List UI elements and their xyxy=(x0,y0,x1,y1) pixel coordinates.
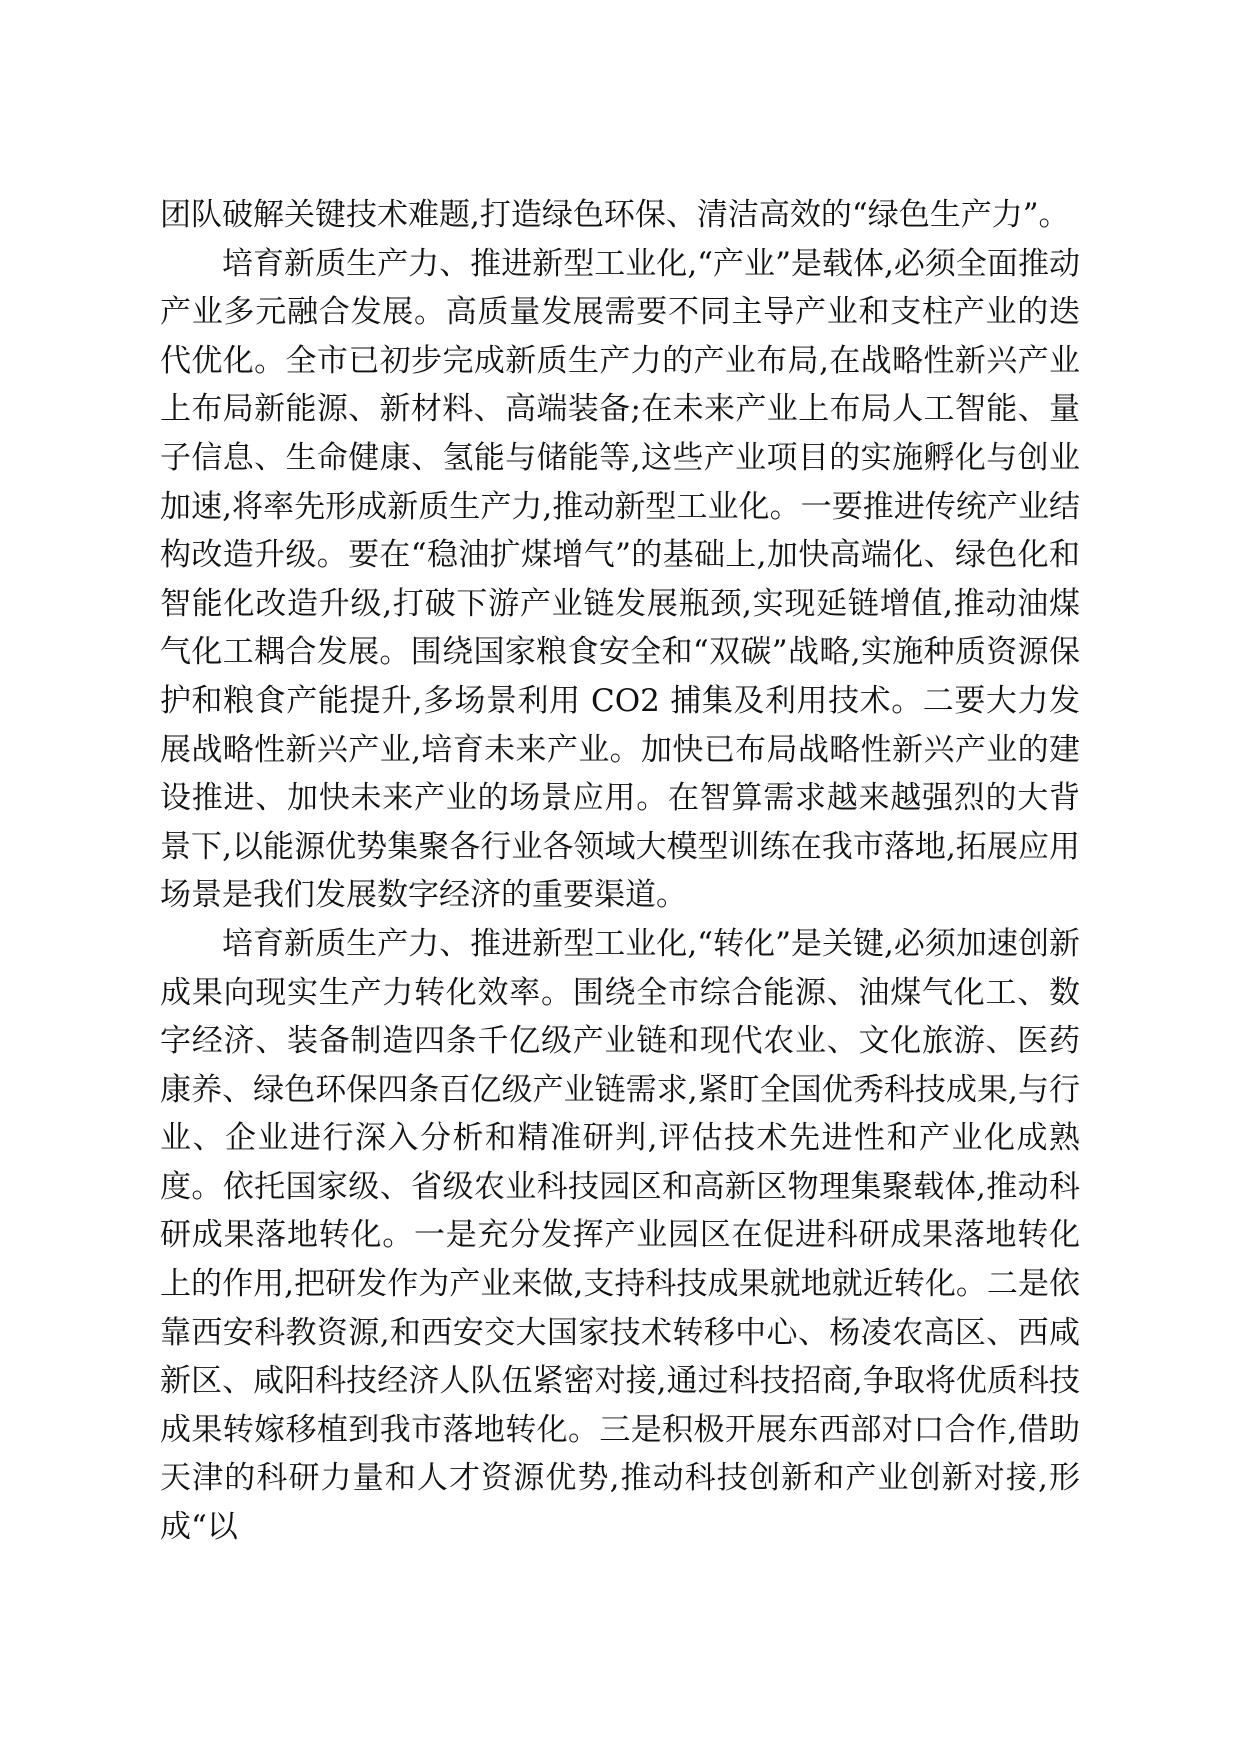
paragraph-continuation: 团队破解关键技术难题,打造绿色环保、清洁高效的“绿色生产力”。 xyxy=(160,197,1070,233)
document-page xyxy=(160,191,1080,1552)
paragraph-industry: 培育新质生产力、推进新型工业化,“产业”是载体,必须全面推动产业多元融合发展。高质量发展需要不同主导产业和支柱产业的迭代优化。全市已初步完成新质生产力的产业布局,在战略性新兴产业上布局新能源、新材料、高端装备;在未来产业上布局人工智能、量子信息、生命健康、氢能与储能等,这些产业项目的实施孵化与创业加速,将率先形成新质生产力,推动新型工业化。一要推进传统产业结构改造升级。要在“稳油扩煤增气”的基础上,加快高端化、绿色化和智能化改造升级,打破下游产业链发展瓶颈,实现延链增值,推动油煤气化工耦合发展。围绕国家粮食安全和“双碳”战略,实施种质资源保护和粮食产能提升,多场景利用 CO2 捕集及利用技术。二要大力发展战略性新兴产业,培育未来产业。加快已布局战略性新兴产业的建设推进、加快未来产业的场景应用。在智算需求越来越强烈的大背景下,以能源优势集聚各行业各领域大模型训练在我市落地,拓展应用场景是我们发展数字经济的重要渠道。 xyxy=(160,245,1080,914)
paragraph-transformation: 培育新质生产力、推进新型工业化,“转化”是关键,必须加速创新成果向现实生产力转化效率。围绕全市综合能源、油煤气化工、数字经济、装备制造四条千亿级产业链和现代农业、文化旅游、医药康养、绿色环保四条百亿级产业链需求,紧盯全国优秀科技成果,与行业、企业进行深入分析和精准研判,评估技术先进性和产业化成熟度。依托国家级、省级农业科技园区和高新区物理集聚载体,推动科研成果落地转化。一是充分发挥产业园区在促进科研成果落地转化上的作用,把研发作为产业来做,支持科技成果就地就近转化。二是依靠西安科教资源,和西安交大国家技术转移中心、杨凌农高区、西咸新区、咸阳科技经济人队伍紧密对接,通过科技招商,争取将优质科技成果转嫁移植到我市落地转化。三是积极开展东西部对口合作,借助天津的科研力量和人才资源优势,推动科技创新和产业创新对接,形成“以 xyxy=(160,925,1080,1546)
